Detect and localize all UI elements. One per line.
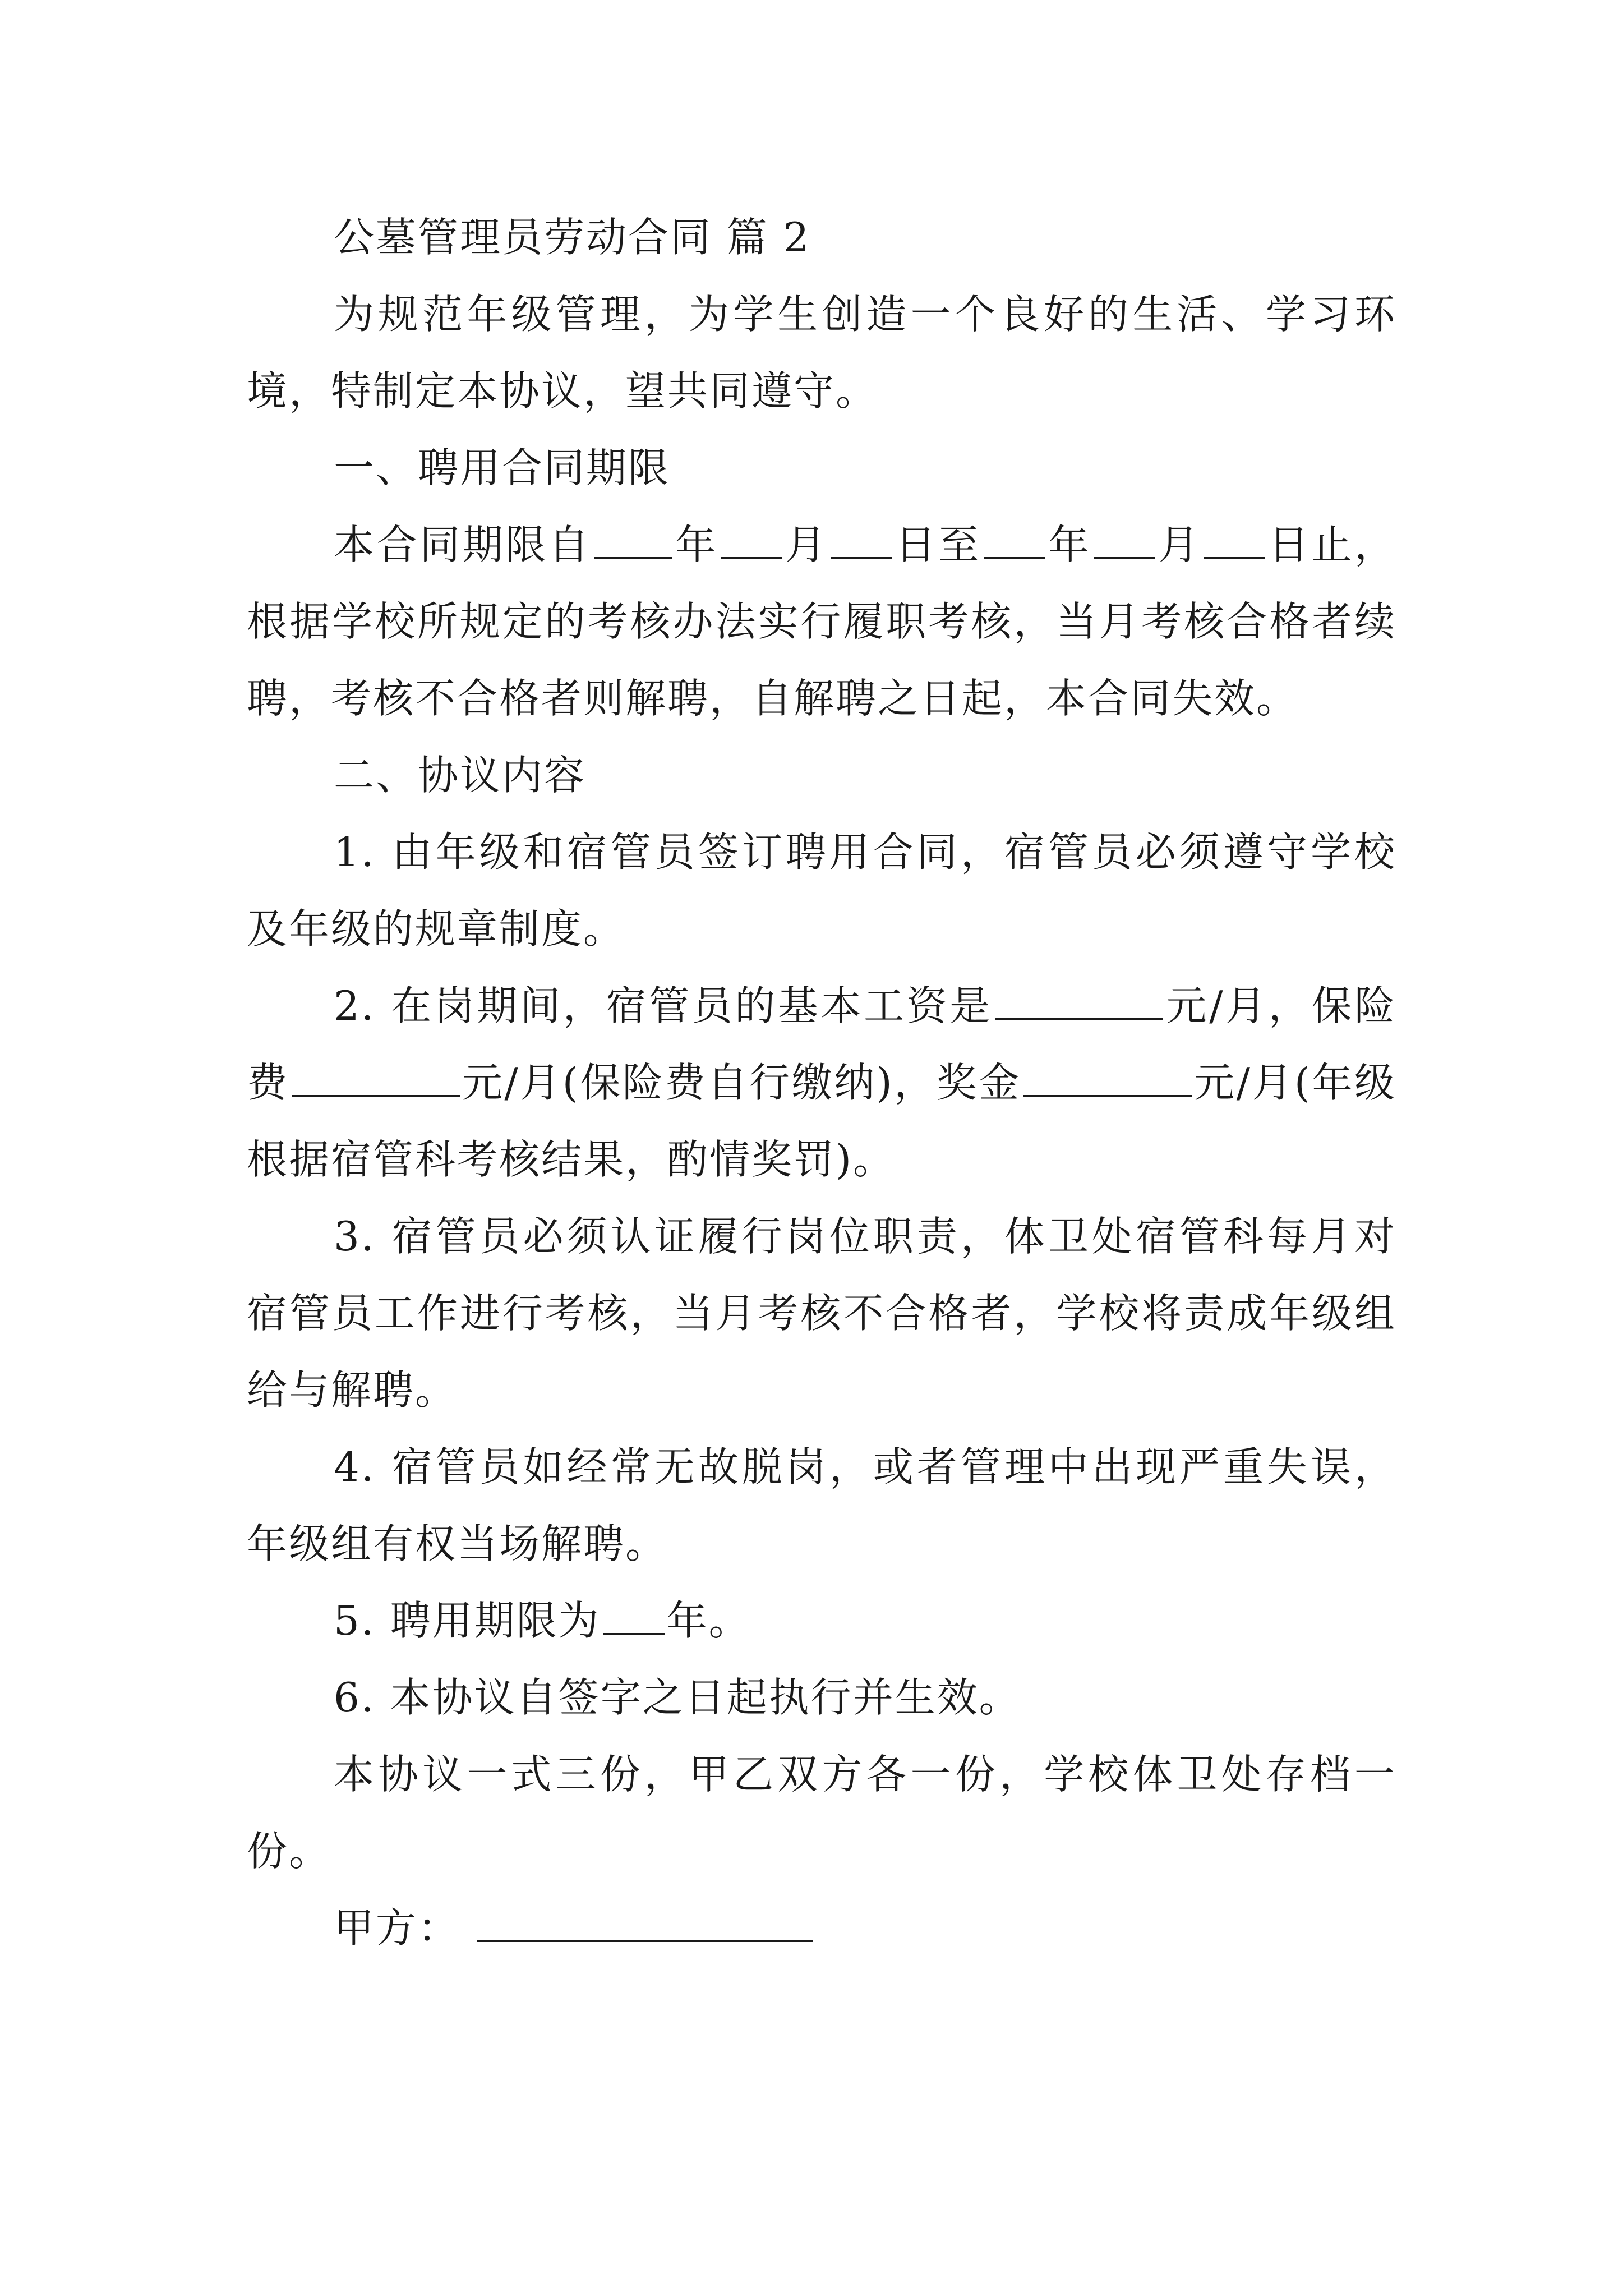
- base-salary-blank: [995, 984, 1163, 1020]
- section2-heading: 二、协议内容: [334, 752, 587, 799]
- item-3: 3. 宿管员必须认证履行岗位职责，体卫处宿管科每月对宿管员工作进行考核，当月考核不合格者，学校将责成年级组给与解聘。: [247, 1213, 1396, 1414]
- bonus-blank: [1023, 1061, 1192, 1097]
- term-month1: 月: [784, 521, 828, 568]
- start-month-blank: [721, 523, 782, 559]
- term-year1: 年: [674, 521, 718, 568]
- term-paragraph: [247, 507, 1396, 737]
- item-6: 6. 本协议自签字之日起执行并生效。: [334, 1674, 1021, 1721]
- term-year2: 年: [1047, 521, 1091, 568]
- party-a-line: [247, 1890, 1396, 1967]
- term-month2: 月: [1157, 521, 1202, 568]
- item-1: 1. 由年级和宿管员签订聘用合同，宿管员必须遵守学校及年级的规章制度。: [247, 829, 1396, 953]
- item2-unit2: 元/月(保险费自行缴纳)，奖金: [462, 1059, 1021, 1106]
- item-4: 4. 宿管员如经常无故脱岗，或者管理中出现严重失误，年级组有权当场解聘。: [247, 1443, 1396, 1567]
- start-day-blank: [831, 523, 892, 559]
- intro-paragraph: 为规范年级管理，为学生创造一个良好的生活、学习环境，特制定本协议，望共同遵守。: [247, 291, 1396, 415]
- closing-paragraph: 本协议一式三份，甲乙双方各一份，学校体卫处存档一份。: [247, 1751, 1396, 1875]
- term-day1: 日至: [894, 521, 981, 568]
- end-month-blank: [1094, 523, 1155, 559]
- item2-prefix: 2. 在岗期间，宿管员的基本工资是: [334, 982, 993, 1029]
- term-length-blank: [603, 1599, 665, 1635]
- end-year-blank: [984, 523, 1045, 559]
- item-2: [247, 968, 1396, 1198]
- item2-unit1: 元/月，保险费: [247, 982, 1396, 1106]
- document-body: [247, 199, 1396, 1967]
- end-day-blank: [1204, 523, 1265, 559]
- party-a-signature-blank: [477, 1907, 813, 1942]
- section1-heading: 一、聘用合同期限: [334, 444, 671, 491]
- term-prefix: 本合同期限自: [334, 521, 592, 568]
- term-suffix: 日止，根据学校所规定的考核办法实行履职考核，当月考核合格者续聘，考核不合格者则解聘，自解聘之日起，本合同失效。: [247, 521, 1396, 722]
- item5-prefix: 5. 聘用期限为: [334, 1597, 601, 1644]
- document-title: 公墓管理员劳动合同 篇 2: [334, 214, 811, 261]
- insurance-blank: [292, 1061, 460, 1097]
- item5-suffix: 年。: [666, 1597, 751, 1644]
- item-5: [247, 1582, 1396, 1659]
- start-year-blank: [594, 523, 672, 559]
- item2-unit3: 元/月(年级根据宿管科考核结果，酌情奖罚)。: [247, 1059, 1396, 1183]
- party-a-label: 甲方：: [334, 1904, 460, 1952]
